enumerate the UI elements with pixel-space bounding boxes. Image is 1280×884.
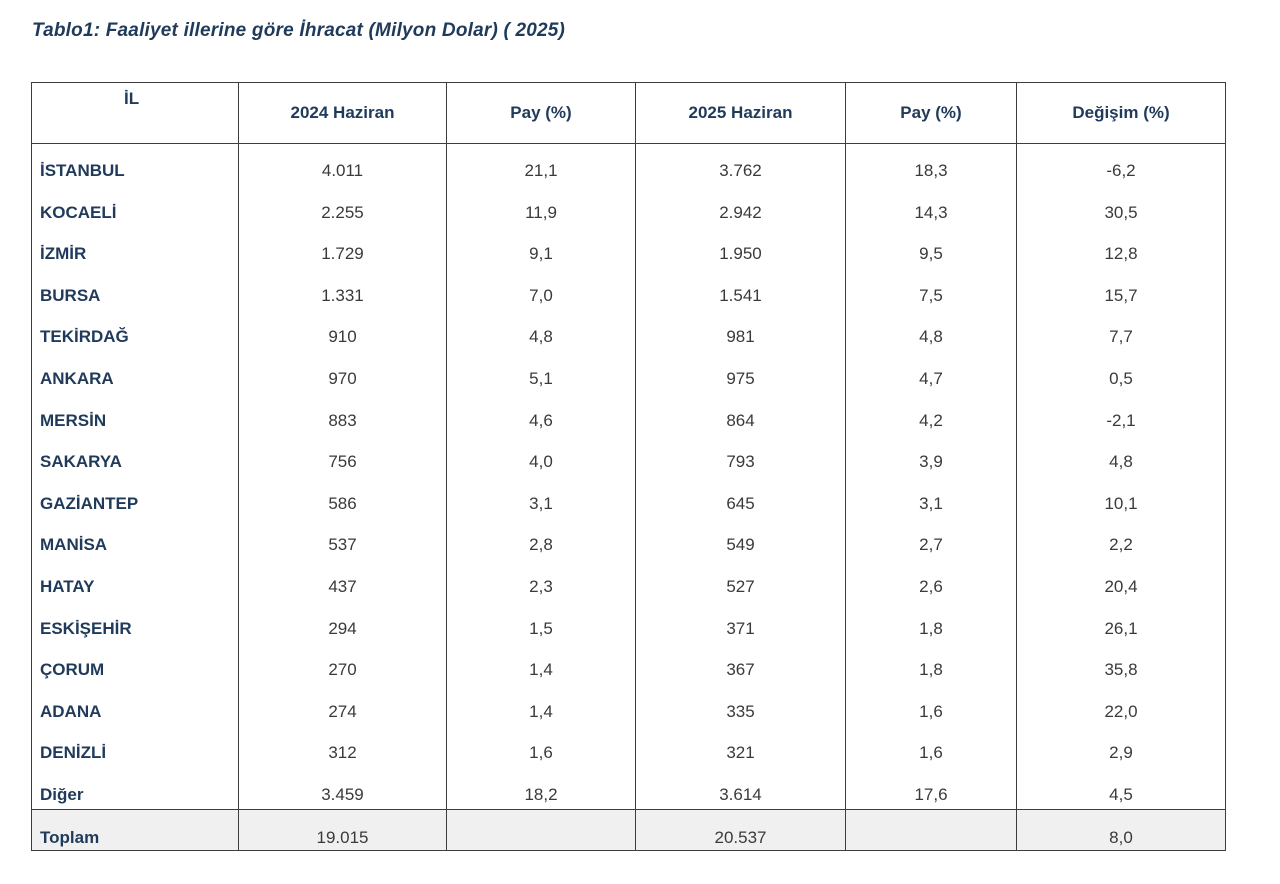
cell-pay-2025: 4,7: [846, 351, 1017, 393]
cell-pay-2025: 2,7: [846, 518, 1017, 560]
table-row: [32, 518, 1226, 560]
cell-2025: 1.950: [636, 227, 846, 269]
cell-il: BURSA: [32, 268, 239, 310]
cell-2025: 3.762: [636, 144, 846, 186]
table-row: [32, 601, 1226, 643]
total-degisim: 8,0: [1017, 809, 1226, 850]
total-label: Toplam: [32, 809, 239, 850]
cell-2025: 367: [636, 643, 846, 685]
cell-2024: 756: [239, 435, 447, 477]
cell-il: ESKİŞEHİR: [32, 601, 239, 643]
cell-2025: 645: [636, 476, 846, 518]
cell-pay-2025: 9,5: [846, 227, 1017, 269]
cell-il: İZMİR: [32, 227, 239, 269]
cell-degisim: 26,1: [1017, 601, 1226, 643]
table-row: [32, 351, 1226, 393]
cell-il: Diğer: [32, 767, 239, 809]
cell-degisim: 22,0: [1017, 684, 1226, 726]
cell-pay-2024: 9,1: [447, 227, 636, 269]
total-row: [32, 809, 1226, 850]
cell-pay-2024: 11,9: [447, 185, 636, 227]
cell-2025: 864: [636, 393, 846, 435]
cell-degisim: 2,2: [1017, 518, 1226, 560]
cell-il: KOCAELİ: [32, 185, 239, 227]
cell-pay-2025: 2,6: [846, 559, 1017, 601]
cell-pay-2024: 4,8: [447, 310, 636, 352]
cell-2024: 883: [239, 393, 447, 435]
cell-degisim: 2,9: [1017, 726, 1226, 768]
cell-2024: 2.255: [239, 185, 447, 227]
header-row: [32, 83, 1226, 144]
table-row: [32, 476, 1226, 518]
cell-2025: 1.541: [636, 268, 846, 310]
table-row: [32, 268, 1226, 310]
cell-pay-2024: 1,6: [447, 726, 636, 768]
cell-2025: 321: [636, 726, 846, 768]
cell-il: SAKARYA: [32, 435, 239, 477]
cell-pay-2025: 3,1: [846, 476, 1017, 518]
cell-degisim: 20,4: [1017, 559, 1226, 601]
table-row: [32, 684, 1226, 726]
cell-pay-2025: 17,6: [846, 767, 1017, 809]
total-2025: 20.537: [636, 809, 846, 850]
cell-2025: 3.614: [636, 767, 846, 809]
cell-2025: 981: [636, 310, 846, 352]
header-il: İL: [32, 83, 239, 144]
cell-pay-2025: 4,2: [846, 393, 1017, 435]
cell-degisim: -2,1: [1017, 393, 1226, 435]
cell-pay-2024: 2,8: [447, 518, 636, 560]
cell-il: TEKİRDAĞ: [32, 310, 239, 352]
table-row: [32, 435, 1226, 477]
table-row: [32, 227, 1226, 269]
cell-2024: 537: [239, 518, 447, 560]
cell-il: HATAY: [32, 559, 239, 601]
cell-2024: 586: [239, 476, 447, 518]
cell-degisim: 35,8: [1017, 643, 1226, 685]
cell-pay-2025: 1,6: [846, 726, 1017, 768]
cell-2025: 335: [636, 684, 846, 726]
table-body: [32, 144, 1226, 810]
cell-pay-2024: 1,5: [447, 601, 636, 643]
cell-degisim: 7,7: [1017, 310, 1226, 352]
header-degisim: Değişim (%): [1017, 83, 1226, 144]
cell-2024: 274: [239, 684, 447, 726]
cell-pay-2025: 1,8: [846, 643, 1017, 685]
table-row: [32, 310, 1226, 352]
total-2024: 19.015: [239, 809, 447, 850]
cell-degisim: -6,2: [1017, 144, 1226, 186]
table-row: [32, 393, 1226, 435]
cell-pay-2024: 3,1: [447, 476, 636, 518]
cell-pay-2024: 1,4: [447, 684, 636, 726]
cell-2025: 549: [636, 518, 846, 560]
cell-pay-2024: 5,1: [447, 351, 636, 393]
cell-degisim: 10,1: [1017, 476, 1226, 518]
cell-pay-2025: 3,9: [846, 435, 1017, 477]
cell-2024: 910: [239, 310, 447, 352]
header-2024: 2024 Haziran: [239, 83, 447, 144]
cell-2025: 371: [636, 601, 846, 643]
cell-il: DENİZLİ: [32, 726, 239, 768]
cell-2024: 970: [239, 351, 447, 393]
cell-pay-2024: 18,2: [447, 767, 636, 809]
cell-2024: 3.459: [239, 767, 447, 809]
cell-pay-2024: 7,0: [447, 268, 636, 310]
cell-pay-2025: 7,5: [846, 268, 1017, 310]
header-pay-2024: Pay (%): [447, 83, 636, 144]
table-row: [32, 559, 1226, 601]
cell-2025: 975: [636, 351, 846, 393]
table-row: [32, 726, 1226, 768]
cell-pay-2025: 18,3: [846, 144, 1017, 186]
cell-degisim: 15,7: [1017, 268, 1226, 310]
cell-pay-2024: 2,3: [447, 559, 636, 601]
cell-il: ANKARA: [32, 351, 239, 393]
table-row: [32, 185, 1226, 227]
cell-degisim: 0,5: [1017, 351, 1226, 393]
header-pay-2025: Pay (%): [846, 83, 1017, 144]
cell-2024: 270: [239, 643, 447, 685]
cell-2024: 437: [239, 559, 447, 601]
cell-pay-2025: 1,6: [846, 684, 1017, 726]
cell-il: MERSİN: [32, 393, 239, 435]
cell-pay-2024: 21,1: [447, 144, 636, 186]
cell-2024: 312: [239, 726, 447, 768]
cell-degisim: 30,5: [1017, 185, 1226, 227]
cell-il: GAZİANTEP: [32, 476, 239, 518]
cell-il: ADANA: [32, 684, 239, 726]
cell-pay-2024: 4,0: [447, 435, 636, 477]
table-row: [32, 767, 1226, 809]
cell-pay-2025: 14,3: [846, 185, 1017, 227]
cell-2024: 1.729: [239, 227, 447, 269]
cell-pay-2024: 4,6: [447, 393, 636, 435]
cell-degisim: 4,8: [1017, 435, 1226, 477]
cell-2024: 294: [239, 601, 447, 643]
total-pay-2024: [447, 809, 636, 850]
cell-2025: 2.942: [636, 185, 846, 227]
cell-2024: 4.011: [239, 144, 447, 186]
cell-degisim: 12,8: [1017, 227, 1226, 269]
cell-il: ÇORUM: [32, 643, 239, 685]
table-title: Tablo1: Faaliyet illerine göre İhracat (Milyon Dolar) ( 2025): [32, 20, 566, 41]
cell-pay-2025: 1,8: [846, 601, 1017, 643]
header-2025: 2025 Haziran: [636, 83, 846, 144]
cell-2025: 527: [636, 559, 846, 601]
cell-il: MANİSA: [32, 518, 239, 560]
total-pay-2025: [846, 809, 1017, 850]
cell-pay-2025: 4,8: [846, 310, 1017, 352]
table-row: [32, 643, 1226, 685]
cell-2024: 1.331: [239, 268, 447, 310]
export-table: [31, 82, 1226, 851]
cell-il: İSTANBUL: [32, 144, 239, 186]
table-row: [32, 144, 1226, 186]
cell-2025: 793: [636, 435, 846, 477]
cell-degisim: 4,5: [1017, 767, 1226, 809]
cell-pay-2024: 1,4: [447, 643, 636, 685]
